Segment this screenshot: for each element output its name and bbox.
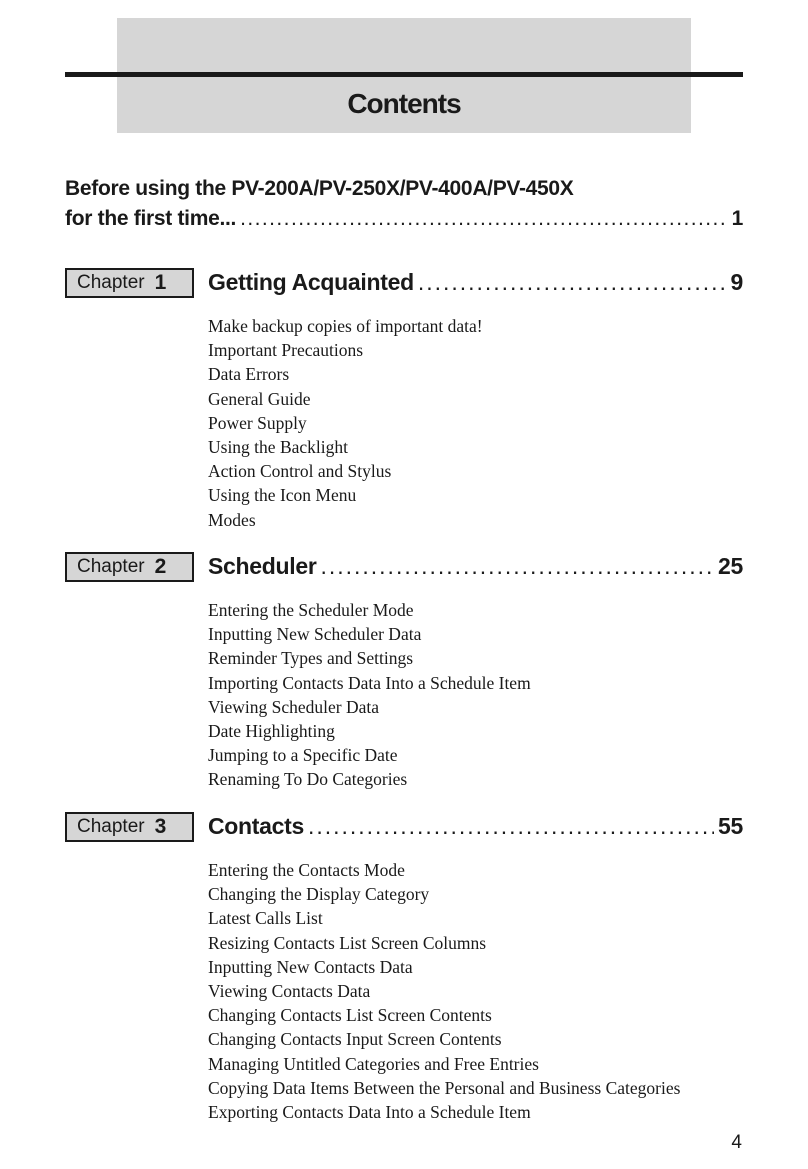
topic-item[interactable]: Latest Calls List [208,908,323,929]
topic-item[interactable]: Importing Contacts Data Into a Schedule Item [208,672,531,693]
chapter-tag [65,268,194,298]
chapter-title: Contacts [208,813,305,839]
chapter-page: 25 [718,553,743,579]
topic-item[interactable]: Make backup copies of important data! [208,316,483,336]
topic-item[interactable]: Copying Data Items Between the Personal and Business Categories [208,1077,681,1098]
chapter-number: 2 [154,555,167,578]
dot-leader [321,550,715,582]
chapter-heading[interactable] [208,550,743,582]
chapter-heading[interactable] [208,266,743,298]
chapter-number: 1 [154,271,167,294]
page-title: Contents [347,88,461,119]
chapter-number: 3 [154,815,167,838]
topic-item[interactable]: Inputting New Contacts Data [208,956,413,977]
topic-item[interactable]: Action Control and Stylus [208,461,392,482]
topic-item[interactable]: Entering the Contacts Mode [208,860,405,880]
topic-item[interactable]: Exporting Contacts Data Into a Schedule Item [208,1102,531,1123]
topic-item[interactable]: Viewing Scheduler Data [208,696,379,717]
topic-item[interactable]: Data Errors [208,364,290,385]
chapter-title: Scheduler [208,553,317,579]
topic-item[interactable]: Renaming To Do Categories [208,769,408,790]
chapter-label: Chapter [77,816,145,837]
topic-item[interactable]: Modes [208,509,256,530]
chapter-label: Chapter [77,556,145,577]
dot-leader [418,266,727,298]
chapter-page: 55 [718,813,743,839]
intro-page: 1 [731,207,743,230]
topic-item[interactable]: Changing Contacts Input Screen Contents [208,1029,502,1050]
topic-item[interactable]: Using the Icon Menu [208,485,357,506]
topic-list [208,858,680,1124]
topic-item[interactable]: Changing the Display Category [208,884,430,905]
dot-leader [240,204,728,234]
dot-leader [308,810,714,842]
topic-item[interactable]: Inputting New Scheduler Data [208,624,422,645]
topic-item[interactable]: Viewing Contacts Data [208,981,371,1002]
topic-item[interactable]: Reminder Types and Settings [208,648,414,669]
chapter-tag [65,552,194,582]
topic-item[interactable]: Entering the Scheduler Mode [208,600,414,620]
topic-item[interactable]: Using the Backlight [208,437,348,458]
topic-list [208,598,531,792]
intro-entry[interactable] [65,174,743,234]
topic-item[interactable]: General Guide [208,388,311,409]
intro-line-2: for the first time... [65,207,237,230]
intro-line-1: Before using the PV-200A/PV-250X/PV-400A/PV-450X [65,177,574,200]
topic-item[interactable]: Power Supply [208,412,307,433]
chapter-heading[interactable] [208,810,743,842]
chapter-page: 9 [730,269,743,295]
topic-item[interactable]: Important Precautions [208,340,364,361]
header-rule [65,72,743,77]
topic-item[interactable]: Managing Untitled Categories and Free Entries [208,1053,539,1074]
chapter-tag [65,812,194,842]
topic-item[interactable]: Jumping to a Specific Date [208,745,398,766]
chapter-label: Chapter [77,272,145,293]
topic-item[interactable]: Date Highlighting [208,721,335,742]
chapter-title: Getting Acquainted [208,269,414,295]
topic-item[interactable]: Resizing Contacts List Screen Columns [208,932,487,953]
page-number: 4 [731,1132,742,1153]
topic-item[interactable]: Changing Contacts List Screen Contents [208,1005,492,1026]
topic-list [208,314,483,532]
